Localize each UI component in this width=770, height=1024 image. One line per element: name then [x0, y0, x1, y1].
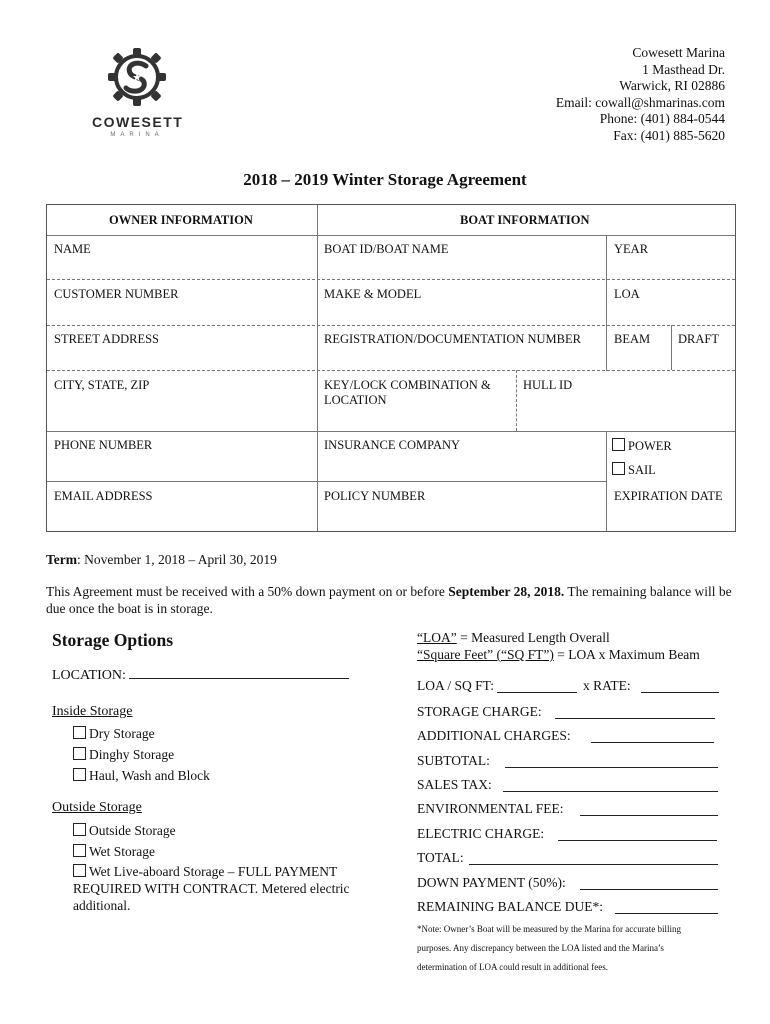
agreement-text-1: This Agreement must be received with a 50% down payment on or before: [46, 584, 449, 599]
inside-storage-title: Inside Storage: [52, 704, 133, 719]
additional-charges-field[interactable]: [417, 728, 719, 744]
marina-address: [556, 45, 725, 144]
owner-info-header: OWNER INFORMATION: [109, 213, 253, 227]
electric-charge-blank[interactable]: [558, 840, 717, 841]
liveaboard-label-3: additional.: [73, 898, 131, 913]
location-blank[interactable]: [129, 678, 349, 679]
loa-sqft-label: LOA / SQ FT:: [417, 678, 494, 693]
down-payment-field[interactable]: [417, 875, 719, 891]
sales-tax-label: SALES TAX:: [417, 777, 492, 792]
environmental-fee-field[interactable]: [417, 801, 719, 817]
note-line-1: *Note: Owner’s Boat will be measured by the Marina for accurate billing: [417, 924, 682, 934]
checkbox-icon[interactable]: [612, 462, 625, 475]
outside-storage-title: Outside Storage: [52, 800, 142, 815]
option-label: Dinghy Storage: [89, 747, 175, 762]
total-label: TOTAL:: [417, 850, 464, 865]
storage-options-heading: Storage Options: [52, 630, 174, 650]
down-payment-label: DOWN PAYMENT (50%):: [417, 875, 566, 890]
remaining-balance-label: REMAINING BALANCE DUE*:: [417, 899, 603, 914]
option-label: Haul, Wash and Block: [89, 768, 210, 783]
total-field[interactable]: [417, 850, 719, 866]
location-label: LOCATION:: [52, 668, 126, 683]
storage-charge-blank[interactable]: [555, 718, 715, 719]
logo-subtitle: MARINA: [110, 132, 164, 138]
fax-line: Fax: (401) 885-5620: [613, 127, 725, 143]
loa-sqft-blank[interactable]: [497, 692, 577, 693]
svg-text:★: ★: [132, 71, 142, 84]
key-lock-label-2: LOCATION: [324, 393, 387, 407]
page-title: 2018 – 2019 Winter Storage Agreement: [243, 170, 527, 189]
phone-number-field[interactable]: PHONE NUMBER: [54, 438, 153, 452]
name-field[interactable]: NAME: [54, 242, 91, 256]
company-name: Cowesett Marina: [632, 45, 725, 60]
checkbox-icon[interactable]: [612, 438, 625, 451]
storage-charge-label: STORAGE CHARGE:: [417, 704, 542, 719]
billing-note: [417, 920, 737, 977]
expiration-date-field[interactable]: EXPIRATION DATE: [614, 489, 723, 503]
sail-label: SAIL: [628, 463, 656, 477]
street-line: 1 Masthead Dr.: [642, 61, 725, 77]
city-state-zip-field[interactable]: CITY, STATE, ZIP: [54, 378, 150, 392]
rate-blank[interactable]: [641, 692, 719, 693]
dry-storage-option[interactable]: [73, 723, 210, 744]
key-lock-label-1: KEY/LOCK COMBINATION &: [324, 378, 491, 392]
sqft-definition: = LOA x Maximum Beam: [553, 647, 700, 662]
additional-charges-blank[interactable]: [591, 742, 714, 743]
power-label: POWER: [628, 439, 672, 453]
policy-number-field[interactable]: POLICY NUMBER: [324, 489, 426, 503]
marina-logo: [92, 46, 182, 138]
environmental-fee-label: ENVIRONMENTAL FEE:: [417, 801, 564, 816]
inside-storage-options: [73, 723, 210, 786]
electric-charge-label: ELECTRIC CHARGE:: [417, 826, 545, 841]
sail-checkbox[interactable]: [612, 462, 656, 478]
street-address-field[interactable]: STREET ADDRESS: [54, 332, 159, 346]
option-label: Outside Storage: [89, 823, 176, 838]
agreement-text-2: The remaining balance will be due once the boat is in storage.: [46, 584, 732, 616]
power-checkbox[interactable]: [612, 438, 672, 454]
checkbox-icon[interactable]: [73, 823, 86, 836]
environmental-fee-blank[interactable]: [580, 815, 718, 816]
term-value: : November 1, 2018 – April 30, 2019: [77, 552, 277, 567]
outside-storage-option[interactable]: [73, 820, 176, 841]
subtotal-label: SUBTOTAL:: [417, 753, 490, 768]
info-table: [46, 204, 736, 532]
subtotal-field[interactable]: [417, 753, 719, 769]
year-field[interactable]: YEAR: [614, 242, 649, 256]
down-payment-blank[interactable]: [580, 889, 718, 890]
term-line: [46, 551, 277, 568]
loa-field[interactable]: LOA: [614, 287, 640, 301]
rate-label: x RATE:: [583, 678, 631, 693]
outside-storage-options: [73, 820, 176, 862]
hull-id-field[interactable]: HULL ID: [523, 378, 573, 392]
term-label: Term: [46, 552, 77, 567]
remaining-balance-blank[interactable]: [615, 913, 718, 914]
ship-wheel-logo-icon: [106, 46, 168, 108]
key-lock-field[interactable]: [324, 378, 491, 408]
email-line: Email: cowall@shmarinas.com: [555, 94, 725, 110]
city-line: Warwick, RI 02886: [619, 78, 725, 93]
sales-tax-field[interactable]: [417, 777, 719, 793]
liveaboard-label-2: REQUIRED WITH CONTRACT. Metered electric: [73, 881, 350, 896]
sqft-term: “Square Feet” (“SQ FT”): [417, 647, 554, 662]
liveaboard-label-1: Wet Live-aboard Storage – FULL PAYMENT: [89, 864, 338, 879]
total-blank[interactable]: [469, 864, 718, 865]
checkbox-icon[interactable]: [73, 747, 86, 760]
logo-name: COWESETT: [92, 114, 184, 130]
boat-info-header: BOAT INFORMATION: [460, 213, 590, 227]
definitions: [417, 629, 700, 663]
loa-term: “LOA”: [417, 630, 457, 645]
wet-storage-option[interactable]: [73, 841, 176, 862]
loa-sqft-field[interactable]: [417, 678, 719, 694]
insurance-company-field[interactable]: INSURANCE COMPANY: [324, 438, 461, 452]
agreement-paragraph: [46, 583, 736, 617]
liveaboard-option[interactable]: [73, 863, 350, 914]
option-label: Dry Storage: [89, 726, 155, 741]
registration-field[interactable]: REGISTRATION/DOCUMENTATION NUMBER: [324, 332, 581, 346]
storage-charge-field[interactable]: [417, 704, 719, 720]
sales-tax-blank[interactable]: [503, 791, 718, 792]
dinghy-storage-option[interactable]: [73, 744, 210, 765]
make-model-field[interactable]: MAKE & MODEL: [324, 287, 422, 301]
checkbox-icon[interactable]: [73, 844, 86, 857]
boat-id-field[interactable]: BOAT ID/BOAT NAME: [324, 242, 449, 256]
checkbox-icon[interactable]: [73, 864, 86, 877]
electric-charge-field[interactable]: [417, 826, 719, 842]
loa-definition: = Measured Length Overall: [456, 630, 610, 645]
draft-field[interactable]: DRAFT: [678, 332, 719, 346]
customer-number-field[interactable]: CUSTOMER NUMBER: [54, 287, 179, 301]
checkbox-icon[interactable]: [73, 768, 86, 781]
haul-wash-block-option[interactable]: [73, 765, 210, 786]
beam-field[interactable]: BEAM: [614, 332, 651, 346]
remaining-balance-field[interactable]: [417, 899, 719, 915]
option-label: Wet Storage: [89, 844, 156, 859]
email-address-field[interactable]: EMAIL ADDRESS: [54, 489, 153, 503]
agreement-deadline: September 28, 2018.: [448, 584, 565, 599]
note-line-2: purposes. Any discrepancy between the LOA listed and the Marina’s: [417, 943, 664, 953]
subtotal-blank[interactable]: [505, 767, 718, 768]
phone-line: Phone: (401) 884-0544: [599, 111, 725, 126]
additional-charges-label: ADDITIONAL CHARGES:: [417, 728, 571, 743]
checkbox-icon[interactable]: [73, 726, 86, 739]
location-field[interactable]: [52, 668, 349, 684]
note-line-3: determination of LOA could result in additional fees.: [417, 962, 608, 972]
